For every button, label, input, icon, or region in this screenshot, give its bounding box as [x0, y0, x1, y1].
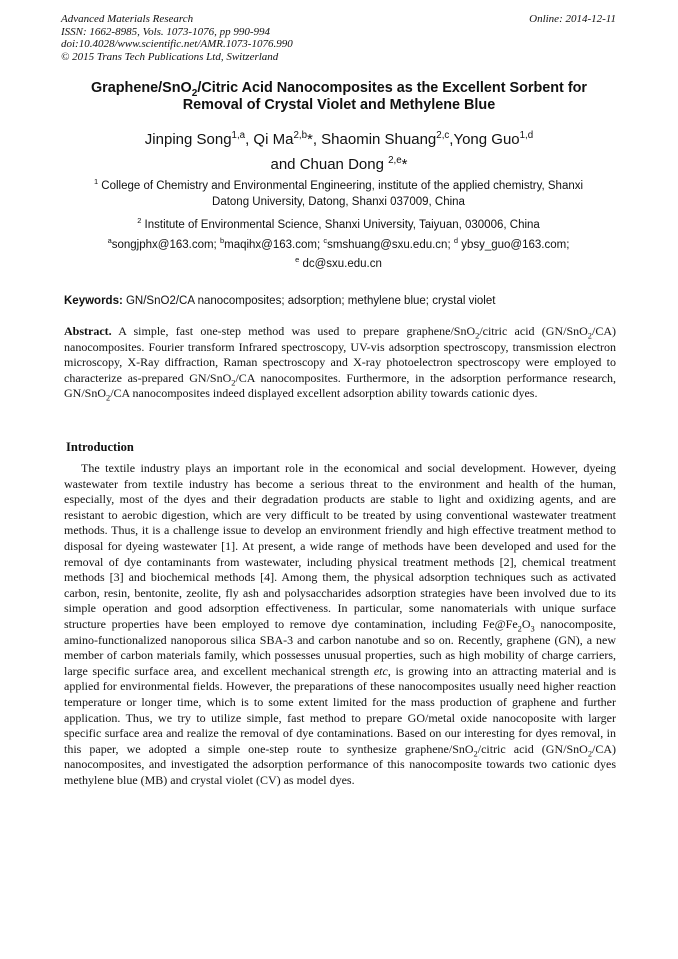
title-line-2: Removal of Crystal Violet and Methylene Blue [182, 97, 496, 113]
abstract: Abstract. A simple, fast one-step method was used to prepare graphene/SnO$_2$/citric acid (GN/SnO$_2$/CA) nanocomposites. Fourier transform Infrared spectroscopy, UV-vis adsorption spectroscopy, transmission electron microscopy, X-Ray diffraction, Raman spectroscopy and X-ray photoelectron spectroscopy were employed to characterize as-prepared GN/SnO$_2$/CA nanocomposites. Furthermore, in the adsorption performance research, GN/SnO$_2$/CA nanocomposites indeed displayed excellent adsorption ability towards cationic dyes. [64, 324, 616, 403]
doi-line: doi:10.4028/www.scientific.net/AMR.1073-1076.990 [61, 38, 293, 51]
journal-name: Advanced Materials Research [61, 13, 194, 25]
introduction-body: The textile industry plays an important role in the economical and social development. However, dyeing wastewater from textile industry has become a serious threat to the environment and health of the human, especially, most of the dyes and their degradation products are stable to light and oxidizing agents, and are resistant to aerobic digestion, which are very difficult to be treated by using conventional wastewater treatment methods. Thus, it is a challenge issue to develop an environment friendly and high effective treatment method to disposal for dyeing wastewater [1]. At present, a wide range of methods have been developed and used for the removal of dye contaminants from wastewater, including physical treatment methods [2], chemical treatment methods [3] and biochemical methods [4]. Among them, the physical adsorption techniques such as activated carbon, resin, bentonite, zeolite, fly ash and polysaccharides adsorption strategies have been involved due to its simple operation and good adsorption effectiveness. In particular, some nanomaterials with unique surface structure properties have been employed to remove dye contamination, including $Fe@Fe_2O_3$ nanocomposite, amino-functionalized nanoporous silica SBA-3 and carbon nanotube and so on. Recently, graphene (GN), a new member of carbon materials family, which possesses unusual properties, such as high mobility of charge carriers, large specific surface area, and excellent mechanical strength etc, is growing into an attracting material and is applied for environmental fields. However, the preparations of these nanocomposites usually need higher reaction temperature or longer time, which is to some extent limited for the mass production of graphene and further application. Thus, we try to utilize simple, fast method to prepare GO/metal oxide nanocoposite with larger specific surface area and realize the removal of dye contaminations. Based on our interesting for dyes removal, in this paper, we adopted a simple one-step route to synthesize graphene/SnO$_2$/citric acid (GN/SnO$_2$/CA) nanocomposites, and investigated the adsorption performance of this nanocomposite towards two cationic dyes methylene blue (MB) and crystal violet (CV) as model dyes. [64, 461, 616, 787]
keywords [64, 295, 616, 307]
title-line-1: Graphene/SnO$_2$/Citric Acid Nanocomposites as the Excellent Sorbent for [90, 80, 588, 99]
abstract-label: Abstract. [64, 324, 112, 338]
affiliation-1: $^1$ College of Chemistry and Environmental Engineering, institute of the applied chemistry, Shanxi Datong University, Datong, Shanxi 037009, China [93, 177, 584, 208]
authors-line-1: Jinping Song$^{1,a}$, Qi Ma$^{2,b}$*, Shaomin Shuang$^{2,c}$,Yong Guo$^{1,d}$ [144, 130, 534, 148]
issn-line: ISSN: 1662-8985, Vols. 1073-1076, pp 990-994 [61, 25, 270, 38]
authors-line-2: and Chuan Dong $^{2,e}$* [270, 155, 408, 173]
online-date: Online: 2014-12-11 [529, 13, 616, 25]
copyright-line: © 2015 Trans Tech Publications Ltd, Switzerland [61, 50, 279, 63]
introduction-heading: Introduction [66, 440, 134, 454]
journal-header [61, 13, 616, 63]
paper-title [0, 80, 678, 114]
keywords-label: Keywords: [64, 295, 123, 307]
affiliation-2: $^2$ Institute of Environmental Science, Shanxi University, Taiyuan, 030006, China [137, 216, 540, 231]
keywords-text: GN/SnO2/CA nanocomposites; adsorption; methylene blue; crystal violet [122, 295, 496, 307]
author-emails: $^a$songjphx@163.com; $^b$maqihx@163.com; $^c$smshuang@sxu.edu.cn; $^d$ ybsy_guo@163.com; $^e$ dc@sxu.edu.cn [107, 236, 570, 270]
author-list [0, 127, 678, 177]
